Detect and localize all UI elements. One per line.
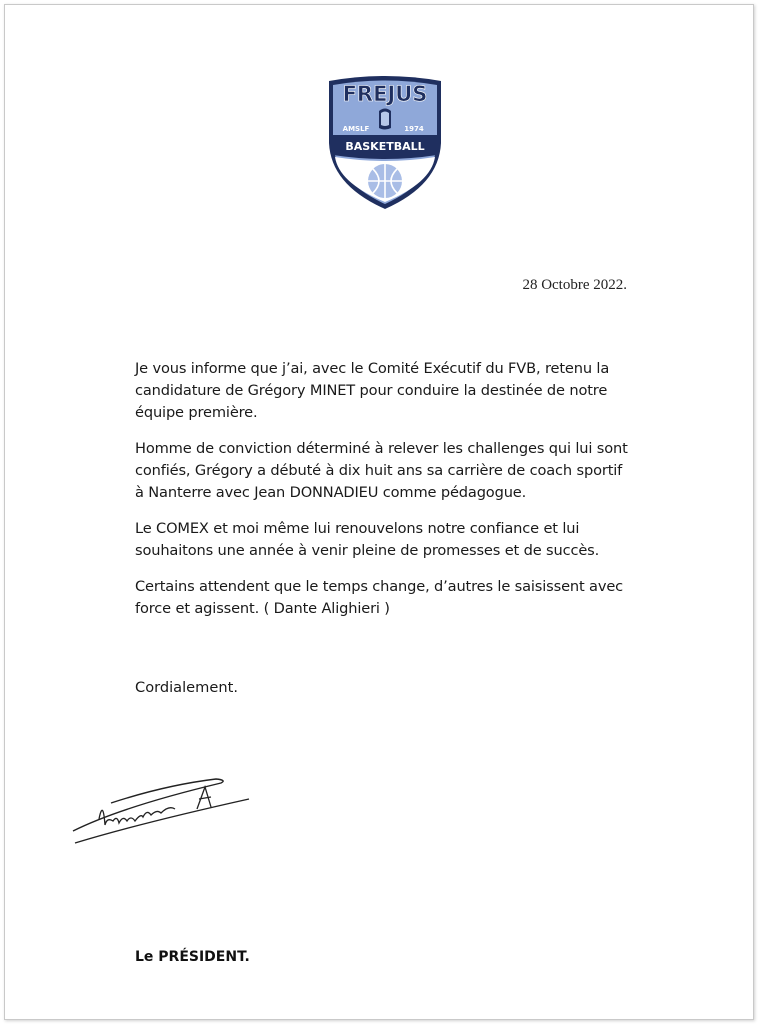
paragraph-3: Le COMEX et moi même lui renouvelons notre confiance et lui souhaitons une année à venir pleine de promesses et de succès. [135, 520, 600, 559]
letter-date: 28 Octobre 2022. [522, 277, 627, 293]
logo-name: FREJUS [342, 82, 428, 106]
signatory-title: Le PRÉSIDENT. [135, 949, 250, 965]
frejus-basketball-logo [321, 73, 449, 213]
logo-right-text: 1974 [404, 125, 424, 133]
letter-closing: Cordialement. [135, 679, 238, 696]
paragraph-1: Je vous informe que j’ai, avec le Comité Exécutif du FVB, retenu la candidature de Grégory MINET pour conduire la destinée de notre équipe première. [135, 360, 610, 421]
paragraph-2: Homme de conviction déterminé à relever les challenges qui lui sont confiés, Grégory a débuté à dix huit ans sa carrière de coach sportif à Nanterre avec Jean DONNADIEU comme pédagogue. [135, 440, 628, 501]
logo-subtitle: BASKETBALL [345, 140, 425, 153]
letter-page [4, 4, 754, 1020]
handwritten-signature-icon [71, 769, 251, 849]
logo-left-text: AMSLF [342, 125, 370, 133]
letter-body [135, 358, 635, 634]
paragraph-4: Certains attendent que le temps change, d’autres le saisissent avec force et agissent. ( Dante Alighieri ) [135, 578, 624, 617]
